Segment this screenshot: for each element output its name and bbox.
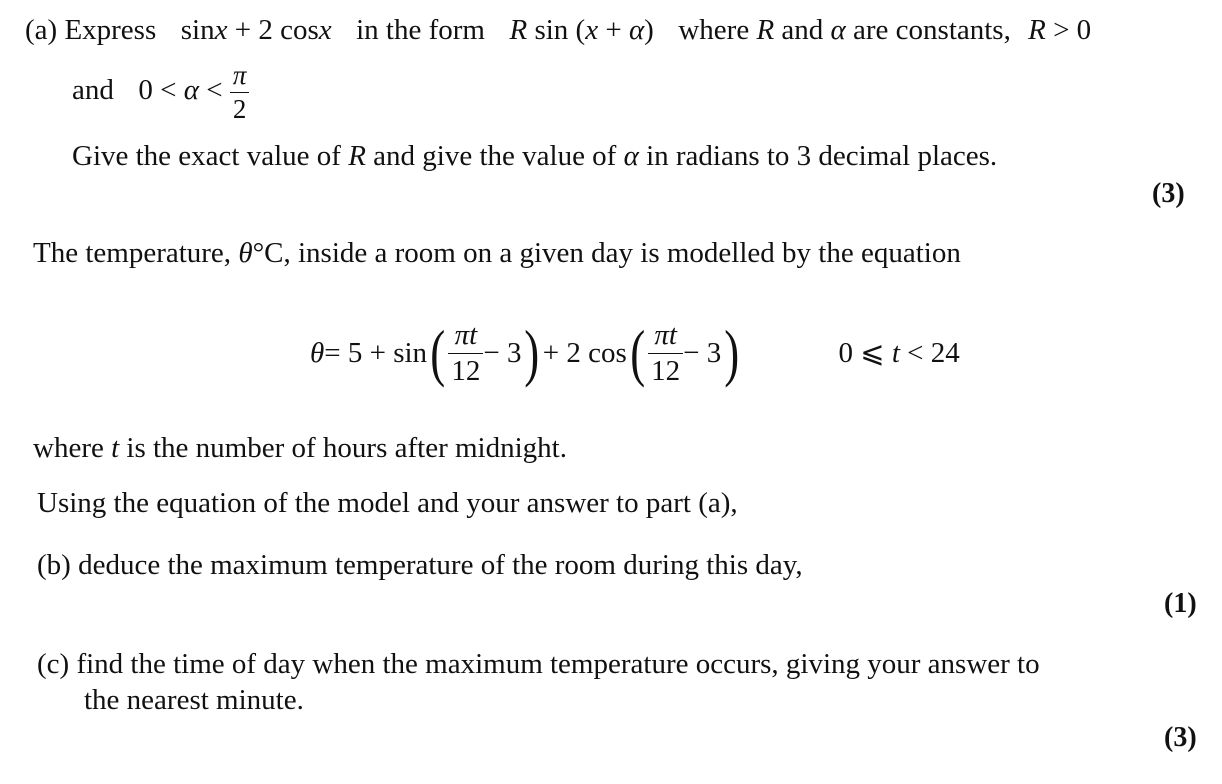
right-paren-1: ) — [524, 317, 540, 389]
fraction-pit-over-12-second: $\frac{\pi t}{12}$ — [648, 321, 683, 386]
part-a-question-line-2 — [72, 62, 249, 123]
using-instruction: Using the equation of the model and your answer to part (a), — [37, 487, 738, 519]
part-c-label: (c) — [37, 648, 70, 680]
text-in-the-form: in the form — [356, 14, 485, 46]
form-rsin-x-alpha: R sin (x + α) — [509, 14, 654, 46]
symbol-alpha: α — [830, 14, 846, 46]
plus-2cos: + 2 cos — [542, 336, 627, 369]
fraction-numerator: π — [230, 62, 250, 93]
theta-symbol: θ — [310, 336, 325, 369]
text-where: where — [678, 14, 750, 46]
part-a-marks: (3) — [1152, 178, 1185, 209]
left-paren-2: ( — [630, 317, 645, 389]
minus-3-first: − 3 — [483, 336, 522, 369]
fraction-pi-over-2 — [230, 62, 250, 123]
minus-3-second: − 3 — [683, 336, 722, 369]
condition-r: R — [1028, 14, 1046, 46]
part-b-question — [37, 551, 803, 580]
part-c-question-line-2: the nearest minute. — [84, 684, 304, 716]
domain-t-range: 0 ⩽ t < 24 — [838, 336, 960, 369]
fraction-pit-over-12-first: $\frac{\pi t}{12}$ — [448, 321, 483, 386]
alpha-inequality: 0 < α < — [138, 74, 230, 107]
left-paren-1: ( — [430, 317, 446, 389]
part-c-marks: (3) — [1164, 722, 1197, 753]
part-a-question-line-1: (a) Express sinx + 2 cosx in the form R sin (x + α) where R and α are constants, R > 0 — [25, 14, 1092, 46]
equation-5-plus-sin: = 5 + sin — [324, 336, 428, 369]
part-c-text-line-1: find the time of day when the maximum temperature occurs, giving your answer to — [76, 648, 1040, 680]
part-a-question-line-3: Give the exact value of R and give the value of α in radians to 3 decimal places. — [72, 140, 998, 172]
fraction-denominator: 2 — [232, 94, 247, 124]
right-paren-2: ) — [724, 317, 740, 389]
part-a-label: (a) — [25, 14, 58, 46]
symbol-r: R — [756, 14, 775, 46]
text-and: and — [72, 74, 114, 107]
text-express: Express — [64, 14, 157, 46]
part-c-question-line-1 — [37, 650, 1040, 679]
expression-sinx-2cosx: sinx + 2 cosx — [180, 14, 332, 46]
part-b-marks: (1) — [1164, 588, 1197, 619]
where-t-definition: where t is the number of hours after midnight. — [33, 432, 567, 464]
part-b-text: deduce the maximum temperature of the room during this day, — [78, 549, 803, 581]
context-intro: The temperature, θ°C, inside a room on a given day is modelled by the equation — [33, 237, 961, 269]
temperature-model-equation — [310, 308, 960, 398]
part-b-label: (b) — [37, 549, 71, 581]
